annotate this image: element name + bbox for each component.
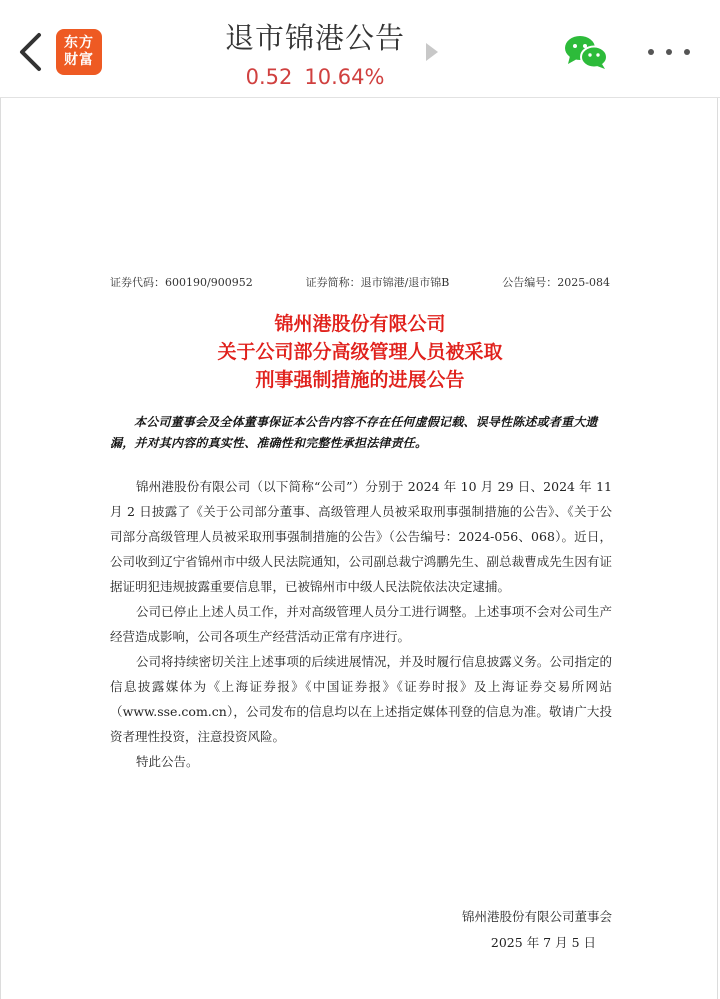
document-meta [110, 274, 610, 290]
more-dots-icon [648, 49, 654, 55]
play-triangle-icon[interactable] [425, 42, 439, 62]
signatory: 锦州港股份有限公司董事会 [461, 909, 612, 924]
body-paragraph: 公司已停止上述人员工作，并对高级管理人员分工进行调整。上述事项不会对公司生产经营造成影响，公司各项生产经营活动正常有序进行。 [110, 604, 612, 644]
logo-line-1: 东方 [64, 35, 94, 51]
wechat-share-button[interactable] [564, 34, 608, 70]
stock-title-block [190, 18, 440, 92]
document-title [100, 310, 620, 394]
document-title-line: 刑事强制措施的进展公告 [255, 369, 465, 391]
announcement-date: 2025 年 7 月 5 日 [490, 935, 596, 950]
announcement-number: 公告编号：2025-084 [502, 276, 610, 289]
page-title: 退市锦港公告 [224, 21, 405, 55]
document-body [110, 474, 612, 774]
body-paragraph: 公司将持续密切关注上述事项的后续进展情况，并及时履行信息披露义务。公司指定的信息披露媒体为《上海证券报》《中国证券报》《证券时报》及上海证券交易所网站（www.sse.com.cn），公司发布的信息均以在上述指定媒体刊登的信息为准。敬请广大投资者理性投资，注意投资风险。 [110, 654, 612, 744]
chevron-left-icon [17, 32, 43, 72]
wechat-icon [564, 34, 608, 70]
security-short-name: 证券简称：退市锦港/退市锦B [305, 276, 450, 289]
logo-line-2: 财富 [64, 52, 94, 68]
signature-block [420, 904, 612, 956]
more-options-button[interactable] [648, 40, 690, 64]
security-code: 证券代码：600190/900952 [110, 276, 253, 289]
page-border-left [0, 98, 1, 999]
stock-quote [190, 62, 440, 92]
page-border-right [717, 98, 718, 999]
body-paragraph: 特此公告。 [136, 754, 199, 769]
stock-change-percent: 10.64% [304, 65, 385, 89]
board-declaration: 本公司董事会及全体董事保证本公告内容不存在任何虚假记载、误导性陈述或者重大遗漏，并对其内容的真实性、准确性和完整性承担法律责任。 [110, 415, 598, 450]
announcement-document [0, 98, 720, 999]
more-dots-icon [684, 49, 690, 55]
document-title-line: 锦州港股份有限公司 [274, 313, 446, 335]
app-header [0, 0, 720, 98]
more-dots-icon [666, 49, 672, 55]
document-title-line: 关于公司部分高级管理人员被采取 [217, 341, 503, 363]
back-button[interactable] [10, 28, 50, 76]
stock-price: 0.52 [245, 65, 293, 89]
body-paragraph: 锦州港股份有限公司（以下简称“公司”）分别于 2024 年 10 月 29 日、2024 年 11 月 2 日披露了《关于公司部分董事、高级管理人员被采取刑事强制措施的公告》、《关于公司部分高级管理人员被采取刑事强制措施的公告》（公告编号：2024-056、068）。近日，公司收到辽宁省锦州市中级人民法院通知，公司副总裁宁鸿鹏先生、副总裁曹成先生因有证据证明犯违规披露重要信息罪，已被锦州市中级人民法院依法决定逮捕。 [110, 479, 612, 594]
app-logo[interactable] [56, 29, 102, 75]
